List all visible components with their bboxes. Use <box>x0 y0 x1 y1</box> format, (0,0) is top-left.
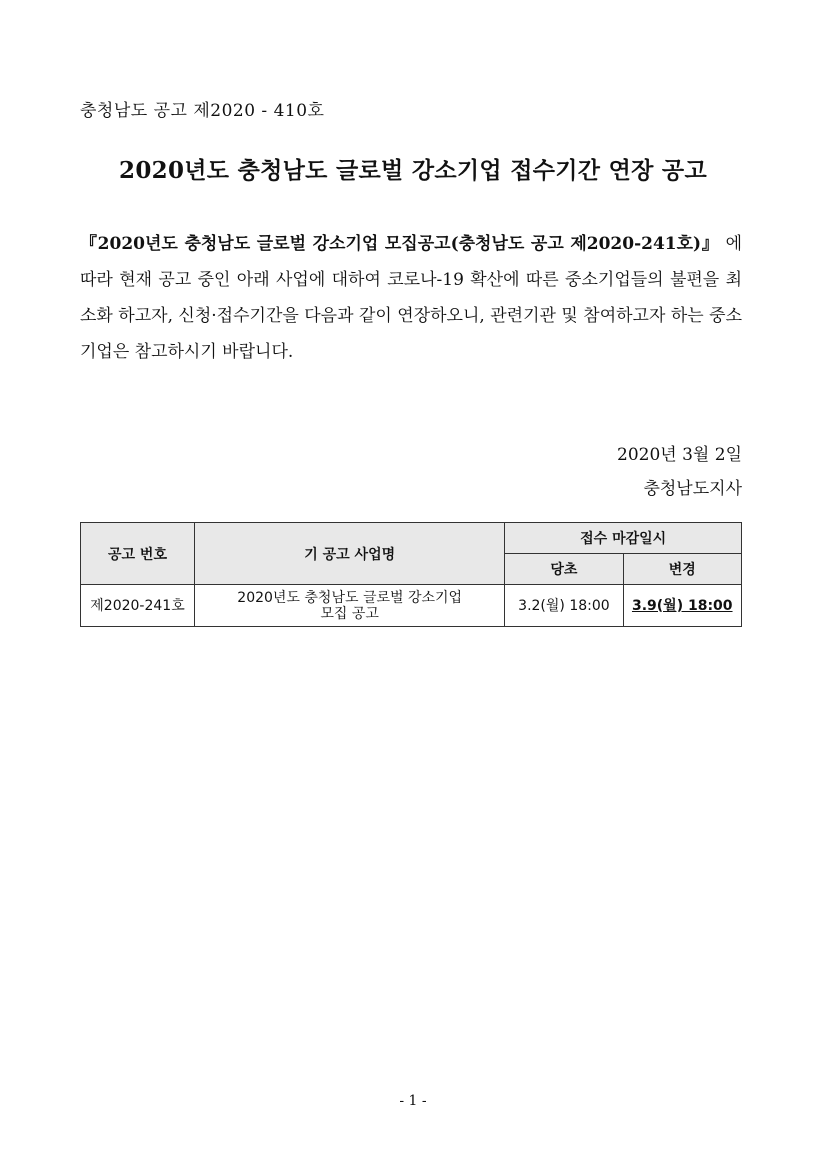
header-original: 당초 <box>505 554 623 585</box>
deadline-table <box>80 522 742 627</box>
cell-project-name <box>195 585 505 627</box>
cell-notice-no: 제2020-241호 <box>81 585 195 627</box>
body-text: 에 따라 현재 공고 중인 아래 사업에 대하여 코로나-19 확산에 따른 중소기업들의 불편을 최소화 하고자, 신청·접수기간을 다음과 같이 연장하오니, 관련기관 및 참여하고자 하는 중소기업은 참고하시기 바랍니다. <box>80 234 742 362</box>
issuer: 충청남도지사 <box>643 479 742 499</box>
notice-date: 2020년 3월 2일 <box>617 445 742 465</box>
project-name-line1: 2020년도 충청남도 글로벌 강소기업 <box>237 589 463 606</box>
page-title: 2020년도 충청남도 글로벌 강소기업 접수기간 연장 공고 <box>119 157 707 184</box>
header-notice-no: 공고 번호 <box>81 523 195 585</box>
header-project-name: 기 공고 사업명 <box>195 523 505 585</box>
table-row <box>81 585 742 627</box>
changed-deadline-value: 3.9(월) 18:00 <box>631 597 733 614</box>
header-changed: 변경 <box>623 554 742 585</box>
header-deadline: 접수 마감일시 <box>505 523 742 554</box>
page-number: - 1 - <box>399 1093 427 1109</box>
cell-original-deadline: 3.2(월) 18:00 <box>505 585 623 627</box>
project-name-line2: 모집 공고 <box>320 605 379 622</box>
cell-changed-deadline <box>623 585 742 627</box>
body-lead-reference: 『2020년도 충청남도 글로벌 강소기업 모집공고(충청남도 공고 제2020-241호)』 <box>80 234 720 254</box>
notice-number: 충청남도 공고 제2020 - 410호 <box>80 101 325 121</box>
body-paragraph <box>80 226 742 370</box>
